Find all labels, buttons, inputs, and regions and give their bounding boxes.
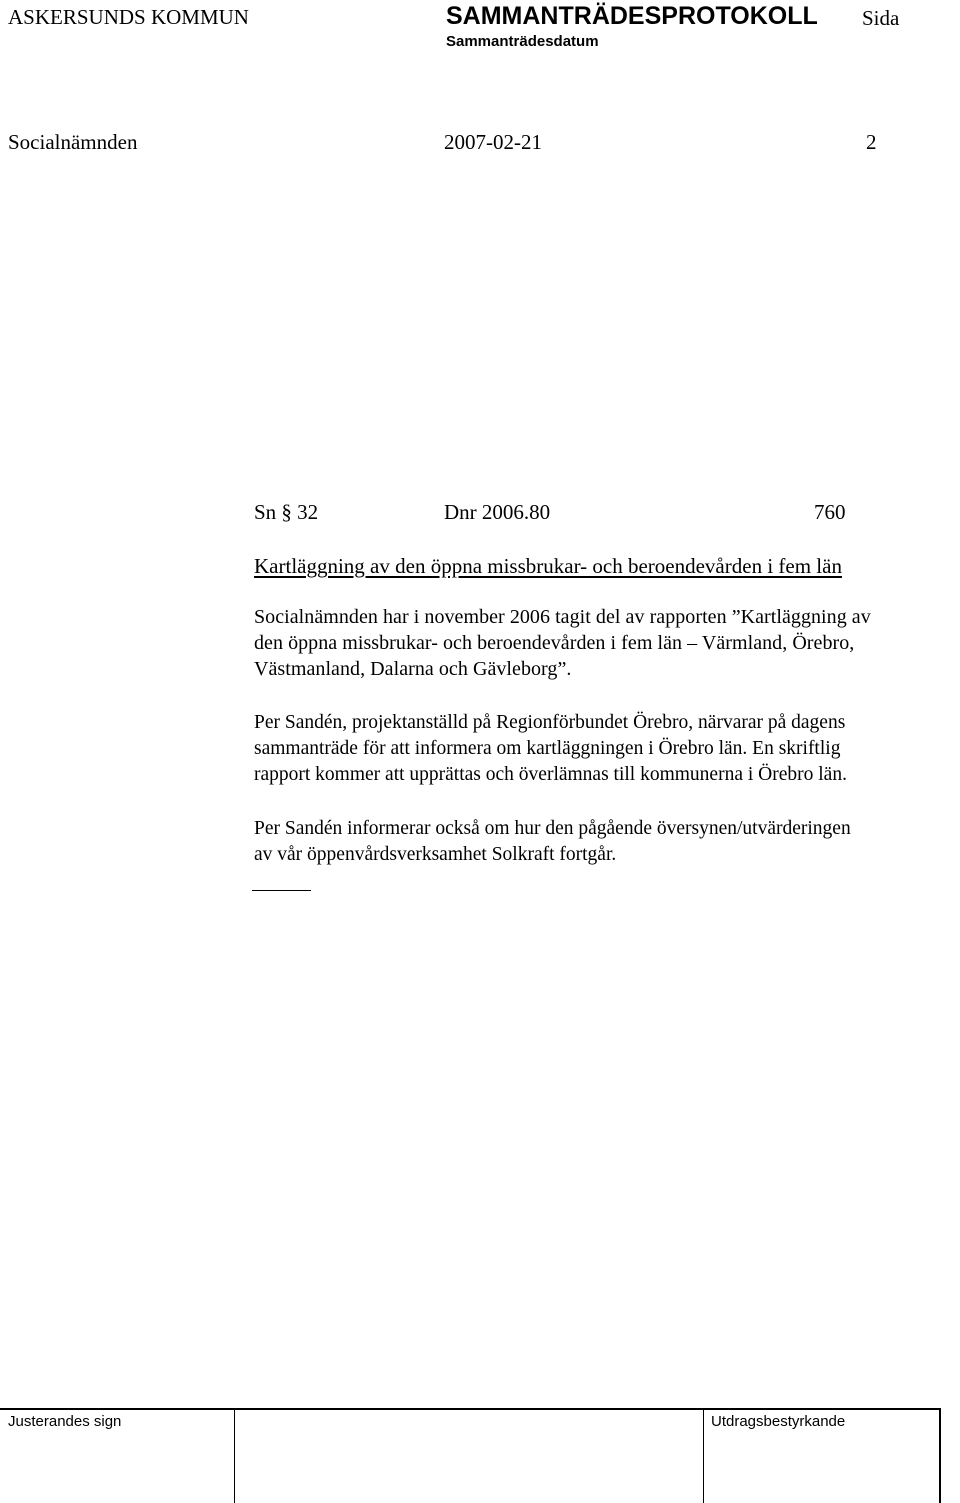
signature-label: Justerandes sign <box>8 1413 122 1430</box>
end-of-section-line <box>252 890 311 891</box>
diary-code: 760 <box>814 500 846 524</box>
paragraph: Per Sandén informerar också om hur den pågående översynen/utvärderingen av vår öppenvårdsverksamhet Solkraft fortgår. <box>254 818 851 865</box>
footer-divider <box>234 1410 235 1503</box>
meeting-date-label: Sammanträdesdatum <box>446 33 599 50</box>
meeting-date: 2007-02-21 <box>444 130 542 154</box>
organization-name: ASKERSUNDS KOMMUN <box>8 5 249 29</box>
committee-name: Socialnämnden <box>8 130 138 154</box>
footer-divider <box>703 1410 704 1503</box>
page-number: 2 <box>866 130 877 154</box>
item-subject: Kartläggning av den öppna missbrukar- och beroendevården i fem län <box>254 554 842 578</box>
certification-label: Utdragsbestyrkande <box>711 1413 846 1430</box>
footer-signature-box <box>0 1408 941 1503</box>
page-label: Sida <box>862 6 900 30</box>
paragraph: Socialnämnden har i november 2006 tagit del av rapporten ”Kartläggning av den öppna missbrukar- och beroendevården i fem län – Värmland, Örebro, Västmanland, Dalarna och Gävleborg”. <box>254 606 871 680</box>
paragraph: Per Sandén, projektanställd på Regionförbundet Örebro, närvarar på dagens sammanträde för att informera om kartläggningen i Örebro län. En skriftlig rapport kommer att upprättas och överlämnas till kommunerna i Örebro län. <box>254 712 847 785</box>
section-number: Sn § 32 <box>254 500 319 524</box>
diary-number: Dnr 2006.80 <box>444 500 551 524</box>
document-type-title: SAMMANTRÄDESPROTOKOLL <box>446 2 818 30</box>
